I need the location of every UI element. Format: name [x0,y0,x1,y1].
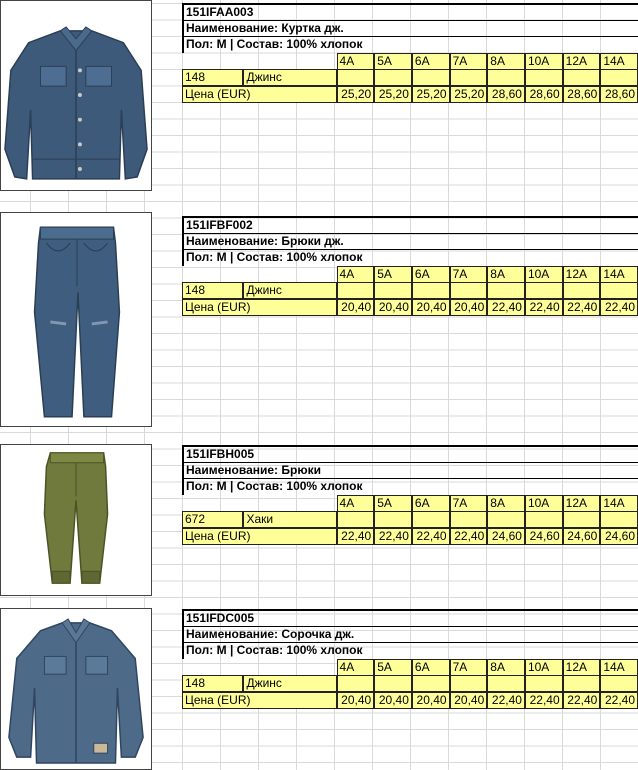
product-composition[interactable]: Пол: M | Состав: 100% хлопок [182,478,638,495]
color-code[interactable]: 148 [182,675,243,692]
quantity-cell[interactable] [412,69,450,86]
price-value[interactable]: 20,40 [337,299,375,316]
size-header[interactable]: 4A [337,659,375,676]
quantity-cell[interactable] [487,675,525,692]
size-header[interactable]: 6A [412,266,450,283]
size-header[interactable]: 4A [337,495,375,512]
price-value[interactable]: 20,40 [412,299,450,316]
price-value[interactable]: 25,20 [374,86,412,103]
size-header-row [182,53,638,70]
product-name[interactable]: Наименование: Сорочка дж. [182,626,638,643]
quantity-cell[interactable] [563,282,601,299]
product-block-1 [182,3,638,102]
price-value[interactable]: 22,40 [337,528,375,545]
quantity-cell[interactable] [450,511,488,528]
quantity-cell[interactable] [374,69,412,86]
quantity-cell[interactable] [337,282,375,299]
size-header[interactable]: 10A [525,495,563,512]
price-value[interactable]: 22,40 [525,299,563,316]
size-header[interactable]: 10A [525,53,563,70]
quantity-cell[interactable] [487,69,525,86]
product-code[interactable]: 151IFDC005 [182,609,638,626]
price-value[interactable]: 28,60 [563,86,601,103]
price-value[interactable]: 28,60 [525,86,563,103]
khaki-pants-photo [1,445,151,595]
product-code[interactable]: 151IFAA003 [182,3,638,20]
quantity-cell[interactable] [487,511,525,528]
blank-cell [182,266,337,283]
quantity-cell[interactable] [412,282,450,299]
size-header[interactable]: 14A [600,53,638,70]
price-value[interactable]: 22,40 [374,528,412,545]
size-header-row [182,659,638,676]
size-header[interactable]: 6A [412,659,450,676]
product-code[interactable]: 151IFBH005 [182,445,638,462]
price-value[interactable]: 22,40 [487,299,525,316]
quantity-cell[interactable] [487,282,525,299]
price-value[interactable]: 22,40 [450,528,488,545]
size-header[interactable]: 7A [450,53,488,70]
color-row [182,511,638,528]
quantity-cell[interactable] [600,675,638,692]
price-value[interactable]: 20,40 [337,692,375,709]
quantity-cell[interactable] [563,69,601,86]
size-header[interactable]: 12A [563,495,601,512]
size-header[interactable]: 6A [412,53,450,70]
size-header[interactable]: 10A [525,266,563,283]
price-row [182,86,638,103]
quantity-cell[interactable] [337,69,375,86]
product-block-3 [182,445,638,544]
blank-cell [182,53,337,70]
size-header[interactable]: 4A [337,266,375,283]
size-header[interactable]: 8A [487,659,525,676]
color-row [182,282,638,299]
product-name[interactable]: Наименование: Куртка дж. [182,20,638,37]
price-label[interactable]: Цена (EUR) [182,528,337,545]
size-header-row [182,495,638,512]
price-label[interactable]: Цена (EUR) [182,299,337,316]
color-code[interactable]: 148 [182,282,243,299]
size-header[interactable]: 14A [600,495,638,512]
quantity-cell[interactable] [374,675,412,692]
product-composition[interactable]: Пол: M | Состав: 100% хлопок [182,36,638,53]
denim-jacket-photo [1,1,151,190]
quantity-cell[interactable] [525,511,563,528]
denim-jeans-photo [1,213,151,426]
quantity-cell[interactable] [563,511,601,528]
price-value[interactable]: 22,40 [525,692,563,709]
size-header[interactable]: 4A [337,53,375,70]
color-name[interactable]: Джинс [243,675,336,692]
color-code[interactable]: 672 [182,511,243,528]
product-name[interactable]: Наименование: Брюки [182,462,638,479]
color-name[interactable]: Джинс [243,69,336,86]
size-header-row [182,266,638,283]
quantity-cell[interactable] [525,282,563,299]
quantity-cell[interactable] [337,511,375,528]
size-header[interactable]: 8A [487,495,525,512]
product-code[interactable]: 151IFBF002 [182,216,638,233]
size-header[interactable]: 12A [563,659,601,676]
quantity-cell[interactable] [450,69,488,86]
quantity-cell[interactable] [412,511,450,528]
price-value[interactable]: 20,40 [450,692,488,709]
quantity-cell[interactable] [525,69,563,86]
product-composition[interactable]: Пол: M | Состав: 100% хлопок [182,249,638,266]
quantity-cell[interactable] [525,675,563,692]
price-value[interactable]: 20,40 [374,299,412,316]
quantity-cell[interactable] [450,282,488,299]
quantity-cell[interactable] [374,511,412,528]
price-row [182,692,638,709]
size-header[interactable]: 5A [374,266,412,283]
price-value[interactable]: 20,40 [450,299,488,316]
size-header[interactable]: 12A [563,53,601,70]
price-value[interactable]: 24,60 [487,528,525,545]
denim-shirt-photo [1,609,151,769]
quantity-cell[interactable] [337,675,375,692]
product-photo-3 [0,444,152,596]
product-name[interactable]: Наименование: Брюки дж. [182,233,638,250]
size-header[interactable]: 14A [600,659,638,676]
quantity-cell[interactable] [600,282,638,299]
quantity-cell[interactable] [600,511,638,528]
price-value[interactable]: 28,60 [600,86,638,103]
quantity-cell[interactable] [374,282,412,299]
color-name[interactable]: Хаки [243,511,336,528]
price-value[interactable]: 22,40 [600,299,638,316]
blank-cell [182,659,337,676]
size-header[interactable]: 8A [487,266,525,283]
product-block-4 [182,609,638,708]
quantity-cell[interactable] [450,675,488,692]
price-value[interactable]: 24,60 [525,528,563,545]
size-header[interactable]: 7A [450,266,488,283]
size-header[interactable]: 5A [374,53,412,70]
price-value[interactable]: 22,40 [412,528,450,545]
price-value[interactable]: 24,60 [563,528,601,545]
product-block-2 [182,216,638,315]
price-label[interactable]: Цена (EUR) [182,86,337,103]
size-header[interactable]: 10A [525,659,563,676]
color-code[interactable]: 148 [182,69,243,86]
size-header[interactable]: 5A [374,659,412,676]
price-value[interactable]: 25,20 [412,86,450,103]
price-value[interactable]: 20,40 [412,692,450,709]
price-row [182,299,638,316]
size-header[interactable]: 7A [450,659,488,676]
size-header[interactable]: 5A [374,495,412,512]
price-value[interactable]: 20,40 [374,692,412,709]
size-header[interactable]: 6A [412,495,450,512]
price-value[interactable]: 22,40 [563,299,601,316]
color-name[interactable]: Джинс [243,282,336,299]
price-value[interactable]: 24,60 [600,528,638,545]
price-value[interactable]: 25,20 [337,86,375,103]
size-header[interactable]: 12A [563,266,601,283]
color-row [182,675,638,692]
quantity-cell[interactable] [600,69,638,86]
product-photo-4 [0,608,152,770]
blank-cell [182,495,337,512]
price-label[interactable]: Цена (EUR) [182,692,337,709]
size-header[interactable]: 7A [450,495,488,512]
quantity-cell[interactable] [412,675,450,692]
price-value[interactable]: 22,40 [563,692,601,709]
price-value[interactable]: 25,20 [450,86,488,103]
price-value[interactable]: 28,60 [487,86,525,103]
size-header[interactable]: 8A [487,53,525,70]
product-photo-2 [0,212,152,427]
quantity-cell[interactable] [563,675,601,692]
price-value[interactable]: 22,40 [600,692,638,709]
size-header[interactable]: 14A [600,266,638,283]
price-row [182,528,638,545]
price-value[interactable]: 22,40 [487,692,525,709]
product-photo-1 [0,0,152,191]
color-row [182,69,638,86]
product-composition[interactable]: Пол: M | Состав: 100% хлопок [182,642,638,659]
